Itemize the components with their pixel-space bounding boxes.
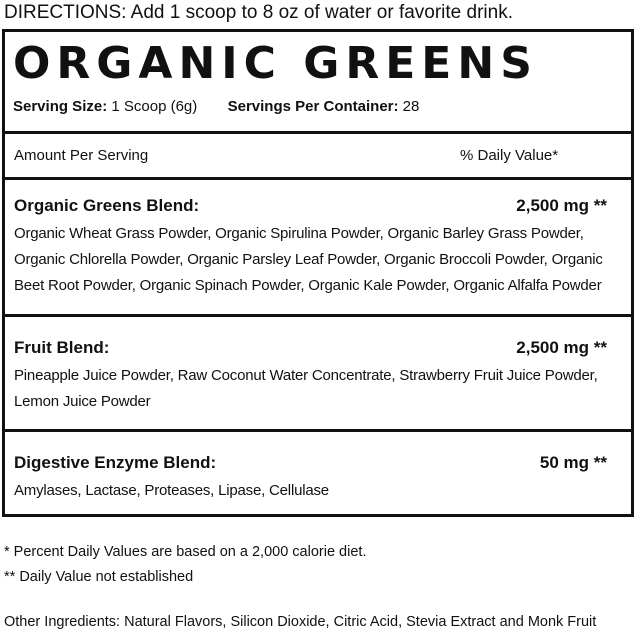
blend-ingredients: Pineapple Juice Powder, Raw Coconut Water Concentrate, Strawberry Fruit Juice Powder, Lemon Juice Powder — [14, 367, 598, 410]
blend-amount: 2,500 mg ** — [516, 338, 607, 357]
serving-info-row — [13, 98, 419, 116]
blend-amount: 50 mg ** — [539, 453, 607, 472]
serving-size-value: 1 Scoop (6g) — [111, 98, 198, 115]
product-title: ORGANIC GREENS — [13, 38, 538, 89]
blend-section-fruit — [14, 337, 623, 415]
footnotes — [4, 540, 366, 590]
blend-name: Digestive Enzyme Blend: — [14, 453, 217, 472]
blend-name: Organic Greens Blend: — [14, 196, 200, 215]
blend-name: Fruit Blend: — [14, 338, 110, 357]
daily-value-not-established-note: ** Daily Value not established — [4, 569, 194, 585]
blend-ingredients: Amylases, Lactase, Proteases, Lipase, Cellulase — [14, 482, 329, 499]
servings-per-container-value: 28 — [402, 98, 420, 115]
serving-size-label: Serving Size: — [13, 98, 108, 115]
servings-per-container-label: Servings Per Container: — [227, 98, 399, 115]
other-ingredients: Other Ingredients: Natural Flavors, Silicon Dioxide, Citric Acid, Stevia Extract and Monk Fruit — [4, 614, 597, 630]
blend-section-organic-greens — [14, 195, 623, 299]
divider — [5, 131, 631, 134]
blend-ingredients: Organic Wheat Grass Powder, Organic Spirulina Powder, Organic Barley Grass Powder, Organic Chlorella Powder, Organic Parsley Leaf Powder, Organic Broccoli Powder, Organic Beet Root Powder, Organic Spinach Powder, Organic Kale Powder, Organic Alfalfa Powder — [14, 225, 603, 294]
supplement-facts-panel — [2, 29, 634, 517]
divider — [5, 177, 631, 180]
divider — [5, 429, 631, 432]
amount-per-serving-header: Amount Per Serving — [14, 147, 149, 164]
daily-value-header: % Daily Value* — [460, 147, 559, 164]
blend-section-digestive-enzyme — [14, 452, 623, 504]
percent-daily-value-note: * Percent Daily Values are based on a 2,000 calorie diet. — [4, 544, 367, 560]
directions-text: DIRECTIONS: Add 1 scoop to 8 oz of water or favorite drink. — [4, 2, 513, 23]
blend-amount: 2,500 mg ** — [516, 196, 607, 215]
divider — [5, 314, 631, 317]
